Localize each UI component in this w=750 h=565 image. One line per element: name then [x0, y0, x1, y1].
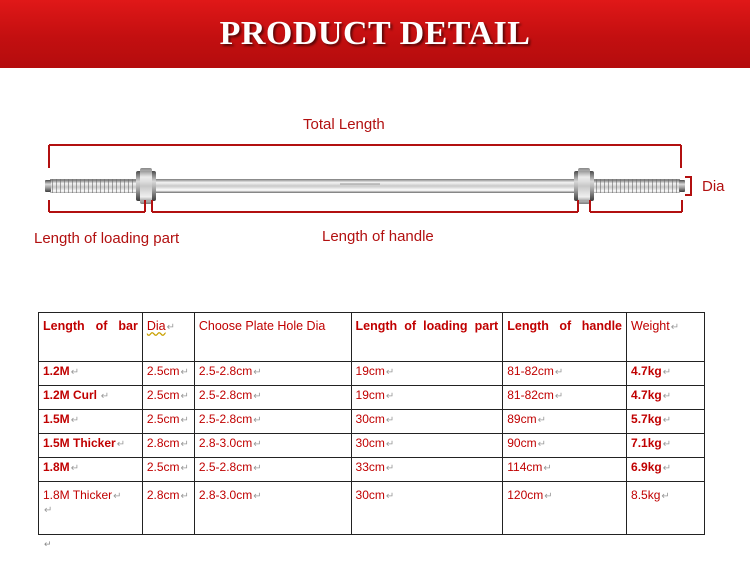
table-cell: 2.5cm↵: [142, 386, 194, 410]
handle-bracket: [152, 200, 578, 212]
table-cell: 89cm↵: [503, 410, 627, 434]
handle-length-label: Length of handle: [322, 228, 434, 245]
spec-table: [38, 312, 705, 535]
table-cell: 30cm↵: [351, 434, 503, 458]
total-length-bracket: [49, 145, 681, 168]
table-cell: 2.5-2.8cm↵: [194, 458, 351, 482]
header-cell: Length of loading part: [351, 313, 503, 362]
table-row: [39, 482, 705, 535]
barbell-diagram: [0, 68, 750, 298]
header-cell: Dia↵: [142, 313, 194, 362]
table-row: [39, 410, 705, 434]
table-cell: 30cm↵: [351, 482, 503, 535]
dia-label: Dia: [702, 178, 725, 195]
table-row: [39, 362, 705, 386]
barbell-illustration: [0, 68, 750, 298]
table-cell: 2.8-3.0cm↵: [194, 482, 351, 535]
page-title: PRODUCT DETAIL: [219, 15, 531, 52]
table-cell: 2.5cm↵: [142, 362, 194, 386]
table-cell: 2.5-2.8cm↵: [194, 386, 351, 410]
table-cell: 2.8cm↵: [142, 482, 194, 535]
table-cell: 30cm↵: [351, 410, 503, 434]
table-cell: 2.5-2.8cm↵: [194, 410, 351, 434]
paragraph-mark: ↵: [44, 539, 52, 549]
table-cell: 19cm↵: [351, 362, 503, 386]
header-cell: Length of bar: [39, 313, 143, 362]
table-cell: 1.5M Thicker↵: [39, 434, 143, 458]
table-cell: 2.5cm↵: [142, 410, 194, 434]
loading-part-label: Length of loading part: [34, 230, 180, 247]
header-cell: Choose Plate Hole Dia: [194, 313, 351, 362]
table-cell: 81-82cm↵: [503, 386, 627, 410]
loading-part-bracket: [49, 200, 145, 212]
table-cell: 1.2M↵: [39, 362, 143, 386]
left-threaded-end: [50, 179, 136, 193]
header-banner: [0, 0, 750, 68]
table-cell: 33cm↵: [351, 458, 503, 482]
table-cell: 2.8cm↵: [142, 434, 194, 458]
table-cell: 120cm↵: [503, 482, 627, 535]
table-cell: 8.5kg↵: [627, 482, 705, 535]
table-cell: 4.7kg↵: [627, 386, 705, 410]
dia-bracket: [685, 177, 691, 195]
table-cell: 1.8M↵: [39, 458, 143, 482]
table-cell: 1.2M Curl ↵: [39, 386, 143, 410]
table-cell: 2.5-2.8cm↵: [194, 362, 351, 386]
table-cell: 7.1kg↵: [627, 434, 705, 458]
table-row: [39, 386, 705, 410]
table-cell: 2.8-3.0cm↵: [194, 434, 351, 458]
table-row: [39, 458, 705, 482]
table-cell: 4.7kg↵: [627, 362, 705, 386]
table-header-row: [39, 313, 705, 362]
right-threaded-end: [594, 179, 680, 193]
table-cell: 6.9kg↵: [627, 458, 705, 482]
table-cell: 1.5M↵: [39, 410, 143, 434]
table-cell: 19cm↵: [351, 386, 503, 410]
total-length-label: Total Length: [303, 116, 385, 133]
table-cell: 5.7kg↵: [627, 410, 705, 434]
header-cell: Length of handle: [503, 313, 627, 362]
table-cell: 114cm↵: [503, 458, 627, 482]
table-cell: 1.8M Thicker↵ ↵: [39, 482, 143, 535]
table-cell: 90cm↵: [503, 434, 627, 458]
header-cell: Weight↵: [627, 313, 705, 362]
right-loading-bracket: [590, 200, 682, 212]
table-cell: 2.5cm↵: [142, 458, 194, 482]
table-row: [39, 434, 705, 458]
table-cell: 81-82cm↵: [503, 362, 627, 386]
